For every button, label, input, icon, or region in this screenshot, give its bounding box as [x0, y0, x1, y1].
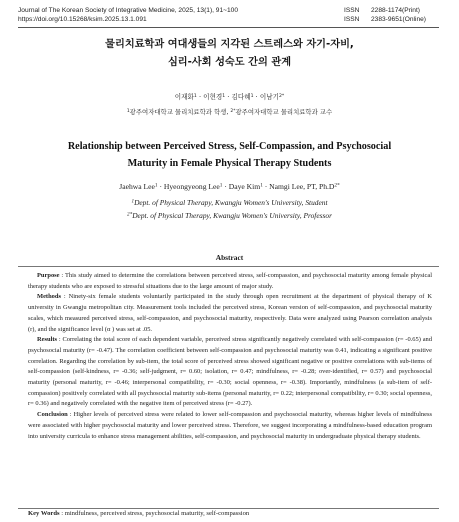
author-name: 이현경 — [203, 93, 223, 101]
keywords-line — [28, 510, 249, 517]
issn-label: ISSN — [344, 7, 360, 14]
keywords-label: Key Words — [28, 510, 60, 517]
abstract-top-divider — [18, 266, 439, 267]
author-name: Jaehwa Lee — [119, 182, 155, 191]
abstract-conclusion: Conclusion : Higher levels of perceived stress were related to lower self-compassion and psychosocial maturity, whereas higher levels of mindfulness were associated with higher psychosocial maturity and lower perceived stress. Therefore, we suggest incorporating a mindfulness-based education program into university curricula to enhance stress management abilities, self-compassion, and psychosocial maturity in undergraduate physical therapy students. — [28, 411, 432, 440]
issn-print: 2288-1174(Print) — [371, 7, 420, 14]
journal-citation: Journal of The Korean Society of Integrative Medicine, 2025, 13(1), 91~100 — [18, 7, 238, 14]
korean-title-line-2: 심리-사회 성숙도 간의 관계 — [167, 57, 292, 68]
english-affiliation-2: $^{2*}$Dept. of Physical Therapy, Kwangju Women's University, Professor — [127, 211, 332, 220]
header-divider — [18, 27, 439, 28]
korean-title-line-1: 물리치료학과 여대생들의 지각된 스트레스와 자기-자비, — [105, 39, 354, 50]
issn-label: ISSN — [344, 16, 360, 23]
english-title-line-2: Maturity in Female Physical Therapy Students — [127, 158, 332, 169]
korean-authors: 이재화$^1$ · 이현경$^1$ · 김다혜$^1$ · 이남기$^{2*}$ — [174, 93, 285, 101]
english-affiliation-1: $^1$Dept. of Physical Therapy, Kwangju Women's University, Student — [131, 198, 328, 207]
korean-affiliations: $^1$광주여자대학교 물리치료학과 학생, $^{2*}$광주여자대학교 물리치료학과 교수 — [126, 108, 333, 116]
abstract-methods: Methods : Ninety-six female students voluntarily participated in the study through open recruitment at the department of physical therapy of K university in Gwangju metropolitan city. Measurement tools included the perceived stress, Korean version of self-compassion, and psychosocial maturity scales, which measured perceived stress, self-compassion, and psychosocial maturity, respectively. Data were analyzed using Pearson correlation analysis (r), and the significance level (α ) was set at .05. — [28, 293, 432, 333]
abstract-heading: Abstract — [215, 253, 244, 262]
author-name: Namgi Lee, PT, Ph.D — [269, 182, 335, 191]
author-name: Hyeongyeong Lee — [163, 182, 220, 191]
author-name: 이재화 — [174, 93, 194, 101]
affiliation-text: 광주여자대학교 물리치료학과 학생, — [129, 108, 231, 116]
author-name: 이남기 — [259, 93, 279, 101]
abstract-purpose: Purpose : This study aimed to determine the correlations between perceived stress, self-compassion, and psychosocial maturity among female physical therapy students who are exposed to stressful situations due to the large amount of major study. — [28, 272, 432, 290]
doi-link[interactable]: https://doi.org/10.15268/ksim.2025.13.1.091 — [18, 16, 147, 23]
abstract-body — [28, 271, 432, 442]
issn-block — [344, 6, 426, 24]
keywords-text: : mindfulness, perceived stress, psychosocial maturity, self-compassion — [59, 510, 250, 517]
english-title-line-1: Relationship between Perceived Stress, Self-Compassion, and Psychosocial — [67, 141, 392, 152]
abstract-results: Results : Correlating the total score of each dependent variable, perceived stress significantly negatively correlated with self-compassion (r= -0.65) and psychosocial maturity (r= -0.47). The correlation coefficient between self-compassion and psychosocial maturity was 0.41, indicating a significant positive correlation. Regarding the correlation by sub-item, the total score of perceived stress showed significant negative or positive correlations with sub-items of self-compassion (self-kindness, r= -0.36; self-judgment, r= 0.60; isolation, r= 0.47; mindfulness, r= -0.28; over-identified, r= 0.57) and psychosocial maturity (personal maturity, r= -0.46; interpersonal compatibility, r= -0.30; social openness, r= -0.38). Importantly, mindfulness (a sub-item of self-compassion) positively correlated with all psychosocial maturity sub-items (personal maturity, r= 0.22; interpersonal compatibility, r= 0.30; social openness, r= 0.36) and negatively correlated with the negative item of perceived stress (r= -0.27). — [28, 336, 432, 408]
affiliation-text: 광주여자대학교 물리치료학과 교수 — [235, 108, 333, 116]
author-name: 김다혜 — [231, 93, 251, 101]
journal-header — [18, 6, 238, 24]
keywords-divider — [18, 508, 439, 509]
english-authors: Jaehwa Lee$^1$ · Hyeongyeong Lee$^1$ · Daye Kim$^1$ · Namgi Lee, PT, $Ph.D^{2*}$ — [119, 182, 340, 191]
issn-online: 2383-9651(Online) — [371, 16, 426, 23]
author-name: Daye Kim — [228, 182, 261, 191]
